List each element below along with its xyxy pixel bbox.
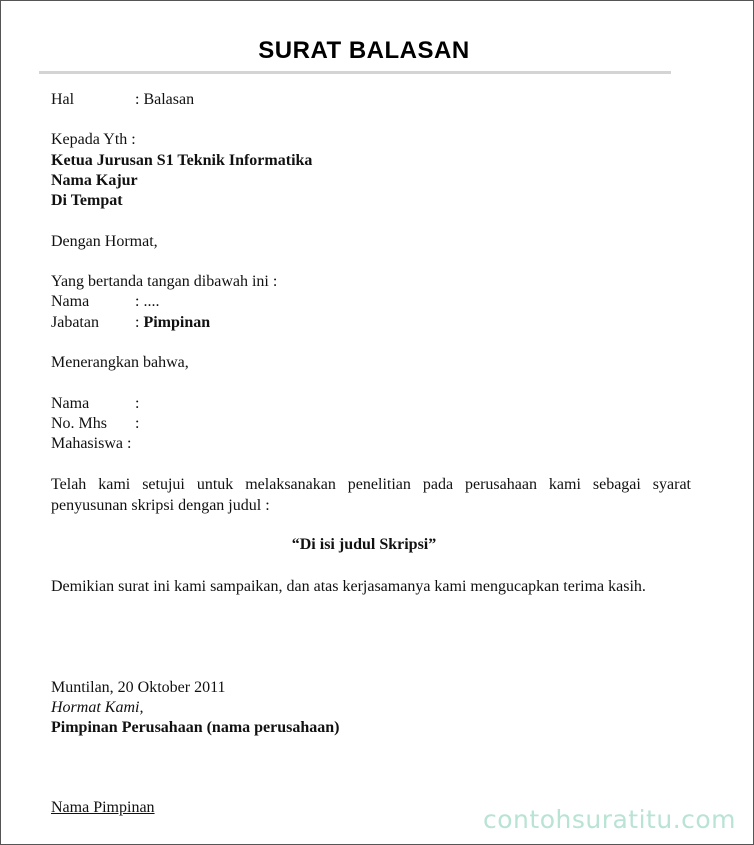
recipient-line-3: Di Tempat xyxy=(51,192,123,209)
signer-jabatan-colon: : xyxy=(135,314,140,331)
signer-jabatan-row xyxy=(51,313,210,333)
student-mahasiswa-row: Mahasiswa : xyxy=(51,435,132,452)
student-nomhs-value: : xyxy=(135,415,140,432)
signer-nama-label: Nama xyxy=(51,293,90,310)
hal-label: Hal xyxy=(51,91,75,108)
menerangkan-line: Menerangkan bahwa, xyxy=(51,354,189,371)
signer-nama-row xyxy=(51,292,159,312)
thesis-title: “Di isi judul Skripsi” xyxy=(291,536,437,553)
signer-nama-value: : .... xyxy=(135,293,160,310)
title-divider xyxy=(39,71,671,74)
company-line: Pimpinan Perusahaan (nama perusahaan) xyxy=(51,719,340,736)
student-nama-label: Nama xyxy=(51,395,90,412)
student-nomhs-label: No. Mhs xyxy=(51,415,108,432)
greeting-line: Dengan Hormat, xyxy=(51,233,158,250)
hal-row xyxy=(51,90,194,110)
hal-value: : Balasan xyxy=(135,91,195,108)
recipient-line-1: Ketua Jurusan S1 Teknik Informatika xyxy=(51,152,313,169)
student-nama-value: : xyxy=(135,395,140,412)
student-nama-row xyxy=(51,394,139,414)
signature-name: Nama Pimpinan xyxy=(51,799,155,816)
approval-paragraph: Telah kami setujui untuk melaksanakan penelitian pada perusahaan kami sebagai syarat penyusunan skripsi dengan judul : xyxy=(51,476,691,514)
place-date-line: Muntilan, 20 Oktober 2011 xyxy=(51,679,226,696)
kepada-line: Kepada Yth : xyxy=(51,131,136,148)
signer-jabatan-value: Pimpinan xyxy=(143,314,211,331)
signer-intro-line: Yang bertanda tangan dibawah ini : xyxy=(51,273,278,290)
watermark-text: contohsuratitu.com xyxy=(483,805,737,834)
recipient-line-2: Nama Kajur xyxy=(51,172,138,189)
signer-jabatan-label: Jabatan xyxy=(51,314,99,331)
letter-title: SURAT BALASAN xyxy=(258,37,470,64)
student-nomhs-row xyxy=(51,414,139,434)
regards-line: Hormat Kami, xyxy=(51,699,144,716)
closing-paragraph: Demikian surat ini kami sampaikan, dan atas kerjasamanya kami mengucapkan terima kasih. xyxy=(51,578,646,595)
